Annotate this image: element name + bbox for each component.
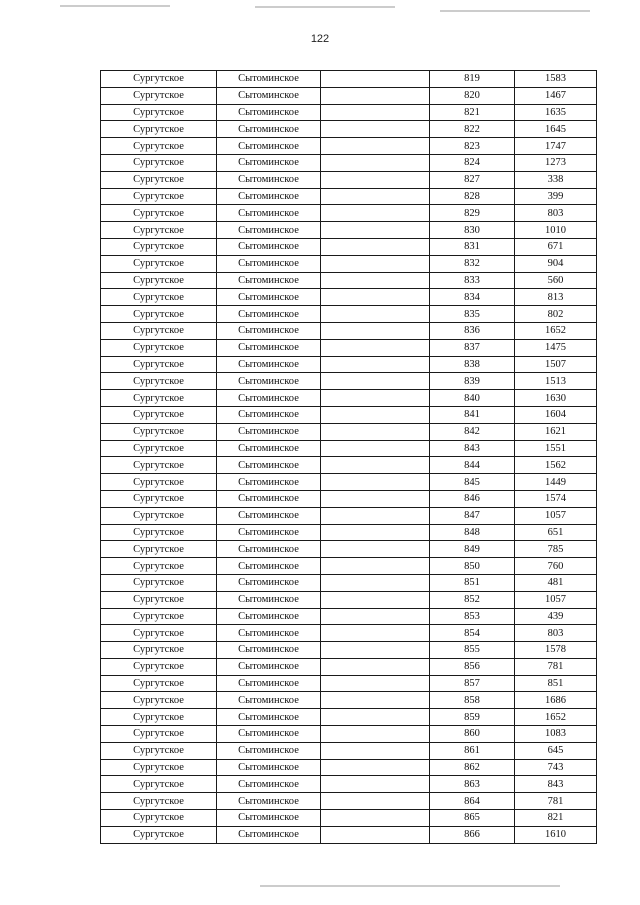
cell-well-number: 840 (430, 390, 515, 407)
cell-well-number: 845 (430, 474, 515, 491)
table-row (101, 373, 597, 390)
cell-empty (321, 406, 430, 423)
cell-deposit: Сургутское (101, 238, 217, 255)
cell-well-number: 856 (430, 658, 515, 675)
cell-deposit: Сургутское (101, 591, 217, 608)
cell-well-number: 821 (430, 104, 515, 121)
cell-deposit: Сургутское (101, 625, 217, 642)
cell-value: 399 (515, 188, 597, 205)
cell-well-number: 832 (430, 255, 515, 272)
cell-empty (321, 810, 430, 827)
table-row (101, 776, 597, 793)
cell-value: 1645 (515, 121, 597, 138)
cell-deposit: Сургутское (101, 675, 217, 692)
cell-value: 803 (515, 625, 597, 642)
cell-well-number: 841 (430, 406, 515, 423)
cell-value: 1475 (515, 339, 597, 356)
cell-empty (321, 87, 430, 104)
table-row (101, 255, 597, 272)
table-row (101, 154, 597, 171)
cell-field: Сытоминское (217, 289, 321, 306)
scan-artifact-top-center (255, 6, 395, 8)
cell-well-number: 836 (430, 322, 515, 339)
cell-value: 1610 (515, 826, 597, 843)
cell-field: Сытоминское (217, 776, 321, 793)
cell-value: 1551 (515, 440, 597, 457)
table-row (101, 759, 597, 776)
cell-empty (321, 759, 430, 776)
cell-value: 785 (515, 541, 597, 558)
cell-well-number: 844 (430, 457, 515, 474)
cell-deposit: Сургутское (101, 810, 217, 827)
table-row (101, 440, 597, 457)
cell-deposit: Сургутское (101, 826, 217, 843)
cell-well-number: 829 (430, 205, 515, 222)
cell-well-number: 855 (430, 642, 515, 659)
cell-field: Сытоминское (217, 490, 321, 507)
cell-value: 560 (515, 272, 597, 289)
cell-field: Сытоминское (217, 524, 321, 541)
cell-well-number: 849 (430, 541, 515, 558)
cell-empty (321, 138, 430, 155)
table-row (101, 675, 597, 692)
cell-value: 851 (515, 675, 597, 692)
cell-deposit: Сургутское (101, 776, 217, 793)
cell-deposit: Сургутское (101, 171, 217, 188)
table-row (101, 709, 597, 726)
cell-deposit: Сургутское (101, 222, 217, 239)
cell-well-number: 847 (430, 507, 515, 524)
cell-value: 843 (515, 776, 597, 793)
cell-deposit: Сургутское (101, 490, 217, 507)
cell-field: Сытоминское (217, 222, 321, 239)
cell-value: 1507 (515, 356, 597, 373)
cell-value: 671 (515, 238, 597, 255)
page-number: 122 (310, 33, 330, 45)
table-row (101, 742, 597, 759)
cell-value: 1513 (515, 373, 597, 390)
table-row (101, 457, 597, 474)
cell-empty (321, 356, 430, 373)
cell-well-number: 835 (430, 306, 515, 323)
cell-empty (321, 608, 430, 625)
cell-well-number: 824 (430, 154, 515, 171)
table-row (101, 423, 597, 440)
cell-deposit: Сургутское (101, 793, 217, 810)
cell-deposit: Сургутское (101, 574, 217, 591)
table-row (101, 289, 597, 306)
cell-deposit: Сургутское (101, 507, 217, 524)
cell-empty (321, 742, 430, 759)
cell-value: 1578 (515, 642, 597, 659)
cell-well-number: 865 (430, 810, 515, 827)
cell-value: 1747 (515, 138, 597, 155)
cell-field: Сытоминское (217, 658, 321, 675)
table-row (101, 541, 597, 558)
cell-field: Сытоминское (217, 373, 321, 390)
cell-deposit: Сургутское (101, 524, 217, 541)
cell-deposit: Сургутское (101, 406, 217, 423)
table-row (101, 238, 597, 255)
cell-field: Сытоминское (217, 642, 321, 659)
table-row (101, 87, 597, 104)
cell-deposit: Сургутское (101, 608, 217, 625)
cell-well-number: 822 (430, 121, 515, 138)
cell-field: Сытоминское (217, 390, 321, 407)
cell-field: Сытоминское (217, 339, 321, 356)
scan-artifact-top-right (440, 10, 590, 12)
cell-well-number: 853 (430, 608, 515, 625)
cell-empty (321, 776, 430, 793)
table-row (101, 524, 597, 541)
cell-field: Сытоминское (217, 238, 321, 255)
cell-well-number: 864 (430, 793, 515, 810)
cell-well-number: 820 (430, 87, 515, 104)
table-row (101, 138, 597, 155)
cell-field: Сытоминское (217, 406, 321, 423)
cell-deposit: Сургутское (101, 541, 217, 558)
cell-empty (321, 306, 430, 323)
cell-value: 1010 (515, 222, 597, 239)
cell-well-number: 858 (430, 692, 515, 709)
cell-empty (321, 591, 430, 608)
cell-well-number: 838 (430, 356, 515, 373)
cell-empty (321, 726, 430, 743)
cell-value: 760 (515, 558, 597, 575)
cell-well-number: 860 (430, 726, 515, 743)
cell-field: Сытоминское (217, 121, 321, 138)
table-row (101, 608, 597, 625)
cell-value: 1604 (515, 406, 597, 423)
cell-value: 743 (515, 759, 597, 776)
cell-well-number: 834 (430, 289, 515, 306)
table-row (101, 171, 597, 188)
cell-empty (321, 121, 430, 138)
cell-well-number: 830 (430, 222, 515, 239)
cell-value: 481 (515, 574, 597, 591)
cell-value: 645 (515, 742, 597, 759)
cell-empty (321, 238, 430, 255)
cell-well-number: 848 (430, 524, 515, 541)
cell-empty (321, 104, 430, 121)
cell-deposit: Сургутское (101, 322, 217, 339)
cell-deposit: Сургутское (101, 692, 217, 709)
table-row (101, 625, 597, 642)
table-row (101, 658, 597, 675)
cell-empty (321, 692, 430, 709)
cell-empty (321, 373, 430, 390)
cell-empty (321, 171, 430, 188)
table-row (101, 642, 597, 659)
table-row (101, 322, 597, 339)
cell-deposit: Сургутское (101, 104, 217, 121)
cell-field: Сытоминское (217, 205, 321, 222)
cell-empty (321, 490, 430, 507)
cell-empty (321, 339, 430, 356)
cell-empty (321, 524, 430, 541)
cell-well-number: 828 (430, 188, 515, 205)
table-body (101, 71, 597, 844)
cell-well-number: 857 (430, 675, 515, 692)
cell-field: Сытоминское (217, 356, 321, 373)
cell-deposit: Сургутское (101, 272, 217, 289)
cell-well-number: 823 (430, 138, 515, 155)
table-row (101, 188, 597, 205)
data-table (100, 70, 597, 844)
table-row (101, 356, 597, 373)
table-row (101, 272, 597, 289)
cell-empty (321, 457, 430, 474)
cell-field: Сытоминское (217, 608, 321, 625)
cell-deposit: Сургутское (101, 306, 217, 323)
cell-value: 1686 (515, 692, 597, 709)
cell-deposit: Сургутское (101, 759, 217, 776)
cell-field: Сытоминское (217, 692, 321, 709)
cell-field: Сытоминское (217, 810, 321, 827)
cell-empty (321, 154, 430, 171)
table-row (101, 121, 597, 138)
cell-value: 1057 (515, 507, 597, 524)
cell-well-number: 827 (430, 171, 515, 188)
table-row (101, 339, 597, 356)
cell-deposit: Сургутское (101, 423, 217, 440)
cell-field: Сытоминское (217, 574, 321, 591)
cell-deposit: Сургутское (101, 71, 217, 88)
table-row (101, 390, 597, 407)
cell-deposit: Сургутское (101, 154, 217, 171)
cell-field: Сытоминское (217, 457, 321, 474)
table-row (101, 558, 597, 575)
cell-field: Сытоминское (217, 71, 321, 88)
cell-well-number: 843 (430, 440, 515, 457)
scan-artifact-bottom (260, 885, 560, 887)
cell-field: Сытоминское (217, 188, 321, 205)
table-row (101, 810, 597, 827)
cell-value: 781 (515, 658, 597, 675)
cell-field: Сытоминское (217, 793, 321, 810)
cell-empty (321, 188, 430, 205)
cell-value: 803 (515, 205, 597, 222)
cell-well-number: 850 (430, 558, 515, 575)
table-row (101, 591, 597, 608)
cell-empty (321, 793, 430, 810)
cell-value: 439 (515, 608, 597, 625)
cell-well-number: 862 (430, 759, 515, 776)
table-row (101, 205, 597, 222)
cell-value: 1083 (515, 726, 597, 743)
cell-value: 1652 (515, 709, 597, 726)
cell-well-number: 861 (430, 742, 515, 759)
cell-empty (321, 675, 430, 692)
cell-value: 781 (515, 793, 597, 810)
cell-field: Сытоминское (217, 104, 321, 121)
cell-empty (321, 289, 430, 306)
cell-well-number: 819 (430, 71, 515, 88)
cell-field: Сытоминское (217, 541, 321, 558)
cell-deposit: Сургутское (101, 440, 217, 457)
cell-empty (321, 440, 430, 457)
cell-well-number: 846 (430, 490, 515, 507)
cell-value: 904 (515, 255, 597, 272)
cell-field: Сытоминское (217, 138, 321, 155)
cell-empty (321, 71, 430, 88)
cell-well-number: 866 (430, 826, 515, 843)
cell-empty (321, 658, 430, 675)
cell-empty (321, 826, 430, 843)
cell-deposit: Сургутское (101, 726, 217, 743)
cell-field: Сытоминское (217, 87, 321, 104)
cell-empty (321, 558, 430, 575)
cell-value: 338 (515, 171, 597, 188)
cell-deposit: Сургутское (101, 390, 217, 407)
cell-value: 1057 (515, 591, 597, 608)
cell-field: Сытоминское (217, 625, 321, 642)
cell-field: Сытоминское (217, 423, 321, 440)
cell-deposit: Сургутское (101, 457, 217, 474)
cell-well-number: 851 (430, 574, 515, 591)
cell-deposit: Сургутское (101, 658, 217, 675)
cell-value: 813 (515, 289, 597, 306)
cell-value: 651 (515, 524, 597, 541)
cell-field: Сытоминское (217, 255, 321, 272)
cell-deposit: Сургутское (101, 558, 217, 575)
cell-well-number: 859 (430, 709, 515, 726)
cell-field: Сытоминское (217, 591, 321, 608)
cell-empty (321, 541, 430, 558)
cell-value: 1467 (515, 87, 597, 104)
cell-field: Сытоминское (217, 742, 321, 759)
cell-deposit: Сургутское (101, 121, 217, 138)
cell-deposit: Сургутское (101, 205, 217, 222)
cell-empty (321, 507, 430, 524)
cell-empty (321, 423, 430, 440)
cell-deposit: Сургутское (101, 373, 217, 390)
cell-deposit: Сургутское (101, 642, 217, 659)
cell-well-number: 837 (430, 339, 515, 356)
cell-value: 1273 (515, 154, 597, 171)
cell-empty (321, 390, 430, 407)
cell-deposit: Сургутское (101, 188, 217, 205)
cell-empty (321, 222, 430, 239)
cell-field: Сытоминское (217, 171, 321, 188)
cell-field: Сытоминское (217, 675, 321, 692)
table-row (101, 104, 597, 121)
cell-empty (321, 709, 430, 726)
cell-field: Сытоминское (217, 306, 321, 323)
cell-field: Сытоминское (217, 826, 321, 843)
cell-value: 1635 (515, 104, 597, 121)
cell-deposit: Сургутское (101, 742, 217, 759)
cell-empty (321, 474, 430, 491)
table-row (101, 306, 597, 323)
table-row (101, 222, 597, 239)
cell-field: Сытоминское (217, 474, 321, 491)
cell-well-number: 833 (430, 272, 515, 289)
cell-field: Сытоминское (217, 440, 321, 457)
cell-value: 1583 (515, 71, 597, 88)
table-row (101, 507, 597, 524)
cell-deposit: Сургутское (101, 255, 217, 272)
table-row (101, 490, 597, 507)
cell-well-number: 863 (430, 776, 515, 793)
scan-artifact-top-left (60, 5, 170, 7)
cell-value: 1630 (515, 390, 597, 407)
cell-empty (321, 322, 430, 339)
table-row (101, 726, 597, 743)
cell-field: Сытоминское (217, 726, 321, 743)
cell-field: Сытоминское (217, 558, 321, 575)
table-row (101, 71, 597, 88)
cell-empty (321, 272, 430, 289)
cell-value: 1574 (515, 490, 597, 507)
cell-empty (321, 642, 430, 659)
cell-value: 1562 (515, 457, 597, 474)
cell-deposit: Сургутское (101, 87, 217, 104)
cell-deposit: Сургутское (101, 138, 217, 155)
cell-deposit: Сургутское (101, 289, 217, 306)
table-row (101, 826, 597, 843)
cell-empty (321, 255, 430, 272)
cell-field: Сытоминское (217, 154, 321, 171)
table-row (101, 474, 597, 491)
cell-deposit: Сургутское (101, 709, 217, 726)
cell-field: Сытоминское (217, 272, 321, 289)
table-row (101, 574, 597, 591)
cell-empty (321, 205, 430, 222)
cell-deposit: Сургутское (101, 356, 217, 373)
cell-well-number: 831 (430, 238, 515, 255)
table-row (101, 692, 597, 709)
cell-well-number: 839 (430, 373, 515, 390)
cell-empty (321, 625, 430, 642)
table-row (101, 406, 597, 423)
cell-well-number: 842 (430, 423, 515, 440)
cell-value: 802 (515, 306, 597, 323)
cell-deposit: Сургутское (101, 474, 217, 491)
cell-well-number: 852 (430, 591, 515, 608)
cell-field: Сытоминское (217, 759, 321, 776)
cell-value: 1449 (515, 474, 597, 491)
cell-well-number: 854 (430, 625, 515, 642)
cell-value: 1652 (515, 322, 597, 339)
cell-empty (321, 574, 430, 591)
cell-field: Сытоминское (217, 507, 321, 524)
cell-value: 821 (515, 810, 597, 827)
cell-field: Сытоминское (217, 709, 321, 726)
cell-deposit: Сургутское (101, 339, 217, 356)
table-row (101, 793, 597, 810)
cell-field: Сытоминское (217, 322, 321, 339)
cell-value: 1621 (515, 423, 597, 440)
